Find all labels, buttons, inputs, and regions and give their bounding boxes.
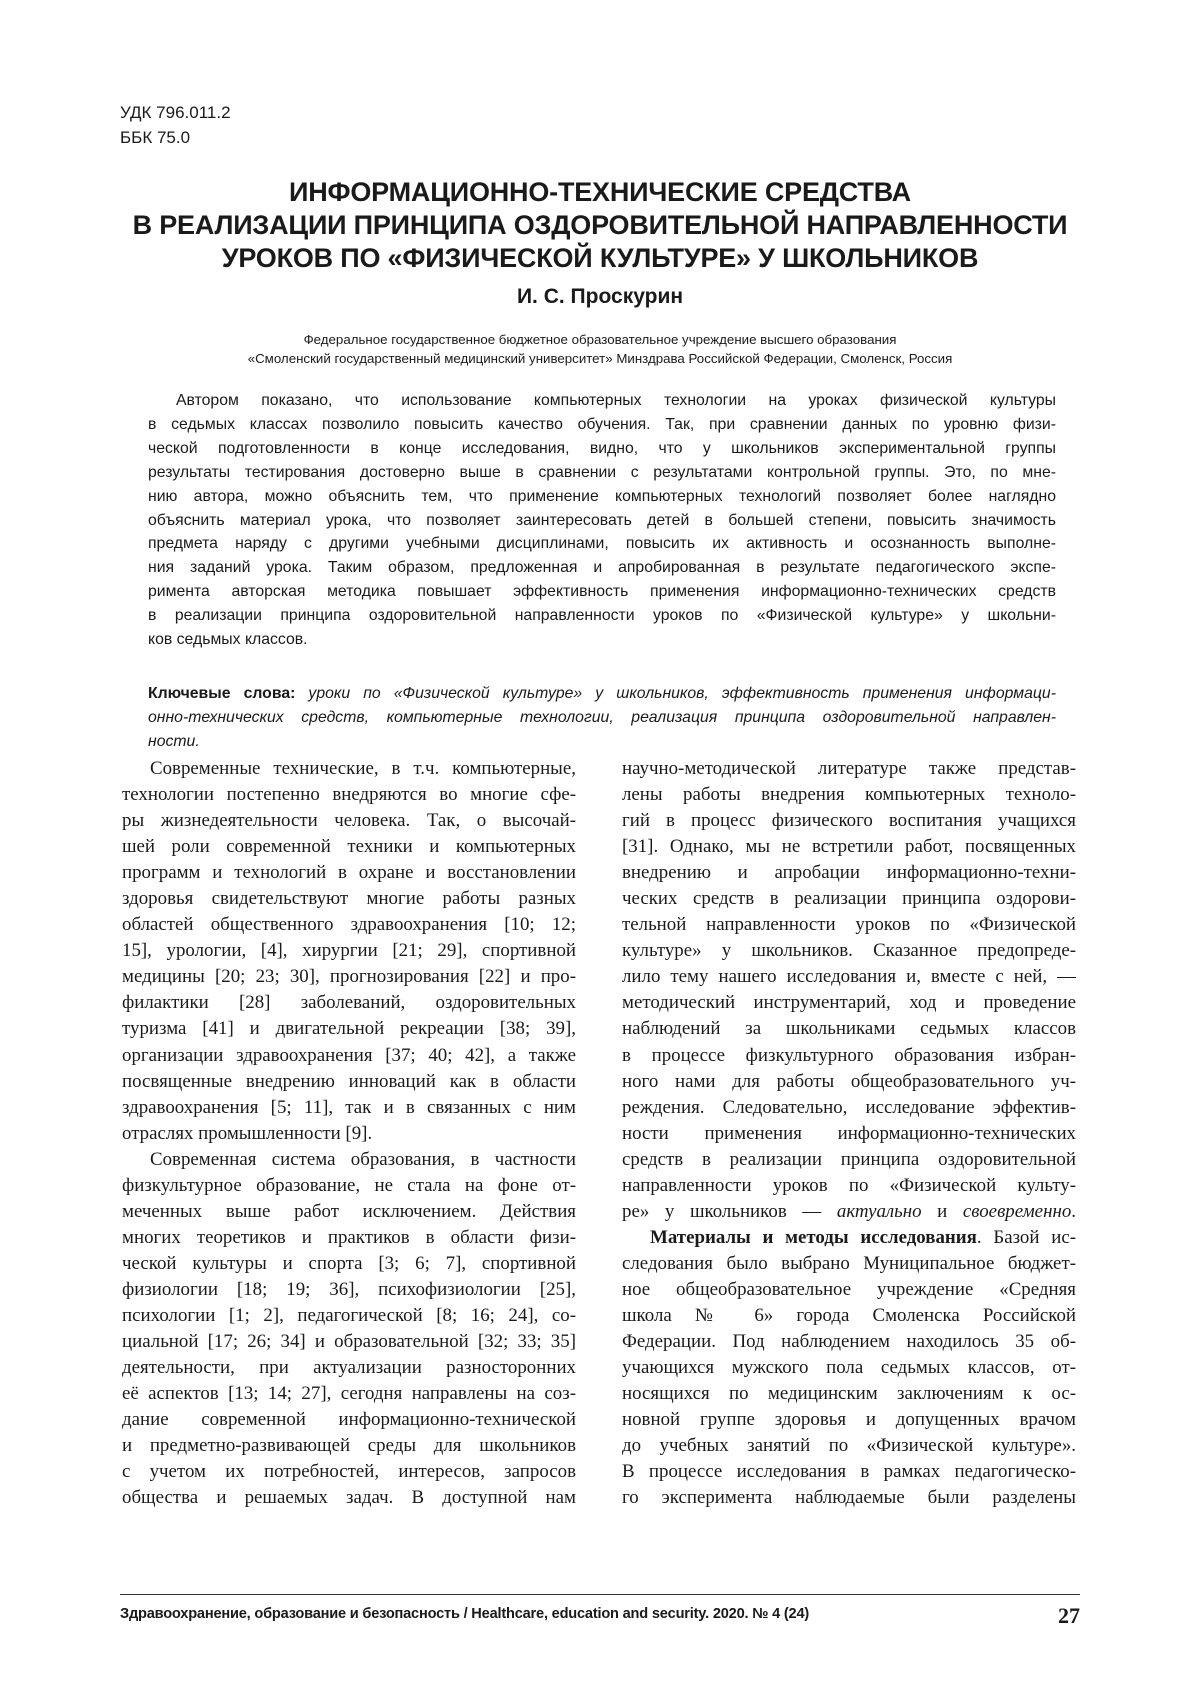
body-line: психологии [1; 2], педагогической [8; 16; 24], со-	[122, 1304, 576, 1326]
body-line: физиологии [18; 19; 36], психофизиологии [25],	[122, 1278, 576, 1300]
body-line: посвященные внедрению инноваций как в области	[122, 1070, 576, 1092]
abstract-line: римента авторская методика повышает эффективность применения информационно-технических средств	[148, 583, 1056, 601]
body-text: .	[1071, 1200, 1076, 1222]
title-line: В РЕАЛИЗАЦИИ ПРИНЦИПА ОЗДОРОВИТЕЛЬНОЙ НАПРАВЛЕННОСТИ	[132, 210, 1068, 240]
abstract-line: в реализации принципа оздоровительной направленности уроков по «Физической культуре» у школьни-	[148, 607, 1056, 625]
body-line: 15], урологии, [4], хирургии [21; 29], спортивной	[122, 940, 576, 962]
body-line: туризма [41] и двигательной рекреации [38; 39],	[122, 1018, 576, 1040]
body-line: ческой культуры и спорта [3; 6; 7], спортивной	[122, 1252, 576, 1274]
body-line: В процессе исследования в рамках педагогическо-	[622, 1461, 1076, 1483]
abstract-line: объяснить материал урока, что позволяет заинтересовать детей в большей степени, повысить значимость	[148, 511, 1056, 529]
body-line: и предметно-развивающей среды для школьников	[122, 1435, 576, 1457]
title-line: ИНФОРМАЦИОННО-ТЕХНИЧЕСКИЕ СРЕДСТВА	[289, 177, 911, 207]
body-line	[622, 1199, 1076, 1225]
body-line: здравоохранения [5; 11], так и в связанных с ним	[122, 1096, 576, 1118]
body-line: программ и технологий в охране и восстановлении	[122, 862, 576, 884]
body-line: [31]. Однако, мы не встретили работ, посвященных	[622, 836, 1076, 858]
body-line: шей роли современной техники и компьютерных	[122, 836, 576, 858]
keywords-line	[148, 682, 1056, 706]
body-line: го эксперимента наблюдаемые были разделены	[622, 1487, 1076, 1509]
affiliation-line: Федеральное государственное бюджетное образовательное учреждение высшего образования	[303, 332, 897, 347]
body-left-column	[122, 756, 576, 1511]
body-line: научно-методической литературе также представ-	[622, 758, 1076, 779]
affiliation	[100, 330, 1100, 368]
emphasis-text: актуально	[836, 1200, 922, 1222]
body-line: здоровья свидетельствуют многие работы разных	[122, 888, 576, 910]
abstract-line: ков седьмых классов.	[148, 631, 308, 649]
keywords-line: онно-технических средств, компьютерные технологии, реализация принципа оздоровительной направлен-	[148, 709, 1056, 726]
body-line: культуре» у школьников. Сказанное предопреде-	[622, 940, 1076, 962]
affiliation-line: «Смоленский государственный медицинский университет» Минздрава Российской Федерации, Смоленск, Россия	[247, 351, 953, 366]
body-line: меченных выше работ исключением. Действия	[122, 1200, 576, 1222]
abstract-line: результаты тестирования достоверно выше в сравнении с результатами контрольной группы. Это, по мне-	[148, 463, 1056, 481]
body-line: медицины [20; 23; 30], прогнозирования [22] и про-	[122, 966, 576, 988]
body-text: ре» у школьников —	[622, 1200, 837, 1222]
article-title	[100, 176, 1100, 275]
body-line: Федерации. Под наблюдением находилось 35 об-	[622, 1331, 1076, 1353]
keywords	[148, 682, 1056, 754]
body-line: внедрению и апробации информационно-техни-	[622, 862, 1076, 884]
page-number: 27	[1058, 1603, 1080, 1628]
body-line: ческих средств в реализации принципа оздорови-	[622, 888, 1076, 910]
body-line: лило тему нашего исследования и, вместе с ней, —	[622, 966, 1076, 988]
journal-citation: Здравоохранение, образование и безопасность / Healthcare, education and security. 2020. № 4 (24)	[120, 1606, 810, 1622]
abstract-line: ния заданий урока. Таким образом, предложенная и апробированная в результате педагогического экспе-	[148, 559, 1056, 577]
body-line	[622, 1225, 1076, 1251]
keywords-text: уроки по «Физической культуре» у школьников, эффективность применения информаци-	[295, 685, 1056, 702]
udk-code: УДК 796.011.2	[120, 103, 231, 122]
body-line: гий в процесс физического воспитания учащихся	[622, 810, 1076, 832]
body-line: дание современной информационно-технической	[122, 1409, 576, 1431]
body-line: деятельности, при актуализации разносторонних	[122, 1357, 576, 1379]
body-line: многих теоретиков и практиков в области физи-	[122, 1226, 576, 1248]
body-line: Современные технические, в т.ч. компьютерные,	[150, 758, 576, 779]
body-line: ного нами для работы общеобразовательного уч-	[622, 1070, 1076, 1092]
body-line: с учетом их потребностей, интересов, запросов	[122, 1461, 576, 1483]
keywords-label: Ключевые слова:	[148, 685, 296, 702]
body-line: тельной направленности уроков по «Физической	[622, 914, 1076, 936]
body-line: отраслях промышленности [9].	[122, 1122, 373, 1144]
body-line: следования было выбрано Муниципальное бюджет-	[622, 1252, 1076, 1274]
keywords-line: ности.	[148, 733, 200, 750]
body-line: областей общественного здравоохранения [10; 12;	[122, 914, 576, 936]
classification-codes	[120, 100, 231, 150]
footer-divider	[120, 1594, 1080, 1595]
body-text: . Базой ис-	[976, 1226, 1076, 1248]
abstract	[148, 389, 1056, 652]
body-line: организации здравоохранения [37; 40; 42], а также	[122, 1044, 576, 1066]
body-line: средств в реализации принципа оздоровительной	[622, 1148, 1076, 1170]
abstract-line: нию автора, можно объяснить тем, что применение компьютерных технологий позволяет более наглядно	[148, 487, 1056, 505]
body-line: носящихся по медицинским заключениям к ос-	[622, 1383, 1076, 1405]
abstract-line: ческой подготовленности в конце исследования, видно, что у школьников экспериментальной группы	[148, 439, 1056, 457]
body-line: методический инструментарий, ход и проведение	[622, 992, 1076, 1014]
title-line: УРОКОВ ПО «ФИЗИЧЕСКОЙ КУЛЬТУРЕ» У ШКОЛЬНИКОВ	[221, 243, 979, 273]
page-footer	[120, 1603, 1080, 1631]
body-text: и	[921, 1200, 963, 1222]
body-line: реждения. Следовательно, исследование эффектив-	[622, 1096, 1076, 1118]
body-line: наблюдений за школьниками седьмых классов	[622, 1018, 1076, 1040]
author-name: И. С. Проскурин	[516, 285, 684, 308]
body-line: школа № 6» города Смоленска Российской	[622, 1304, 1076, 1326]
body-line: Современная система образования, в частности	[150, 1148, 576, 1170]
body-line: новной группе здоровья и допущенных врачом	[622, 1409, 1076, 1431]
abstract-line: предмета наряду с другими учебными дисциплинами, повысить их активность и осознанность выполне-	[148, 535, 1056, 553]
abstract-line: Автором показано, что использование компьютерных технологии на уроках физической культуры	[176, 392, 1056, 409]
body-line: технологии постепенно внедряются во многие сфе-	[122, 784, 576, 806]
body-line: филактики [28] заболеваний, оздоровительных	[122, 992, 576, 1014]
body-line: её аспектов [13; 14; 27], сегодня направлены на соз-	[122, 1383, 576, 1405]
body-line: общества и решаемых задач. В доступной нам	[122, 1487, 576, 1509]
body-line: физкультурное образование, не стала на фоне от-	[122, 1174, 576, 1196]
body-line: лены работы внедрения компьютерных техноло-	[622, 784, 1076, 806]
body-line: ры жизнедеятельности человека. Так, о высочай-	[122, 810, 576, 832]
abstract-line: в седьмых классах позволило повысить качество обучения. Так, при сравнении данных по уровню физи-	[148, 415, 1056, 433]
body-line: учающихся мужского пола седьмых классов, от-	[622, 1357, 1076, 1379]
body-line: в процессе физкультурного образования избран-	[622, 1044, 1076, 1066]
section-heading: Материалы и методы исследования	[650, 1226, 977, 1248]
body-line: циальной [17; 26; 34] и образовательной [32; 33; 35]	[122, 1331, 576, 1353]
body-line: до учебных занятий по «Физической культуре».	[622, 1435, 1076, 1457]
body-line: ное общеобразовательное учреждение «Средняя	[622, 1278, 1076, 1300]
body-line: ности применения информационно-технических	[622, 1122, 1076, 1144]
emphasis-text: своевременно	[962, 1200, 1072, 1222]
body-right-column	[622, 756, 1076, 1511]
body-line: направленности уроков по «Физической культу-	[622, 1174, 1076, 1196]
bbk-code: ББК 75.0	[120, 128, 191, 147]
